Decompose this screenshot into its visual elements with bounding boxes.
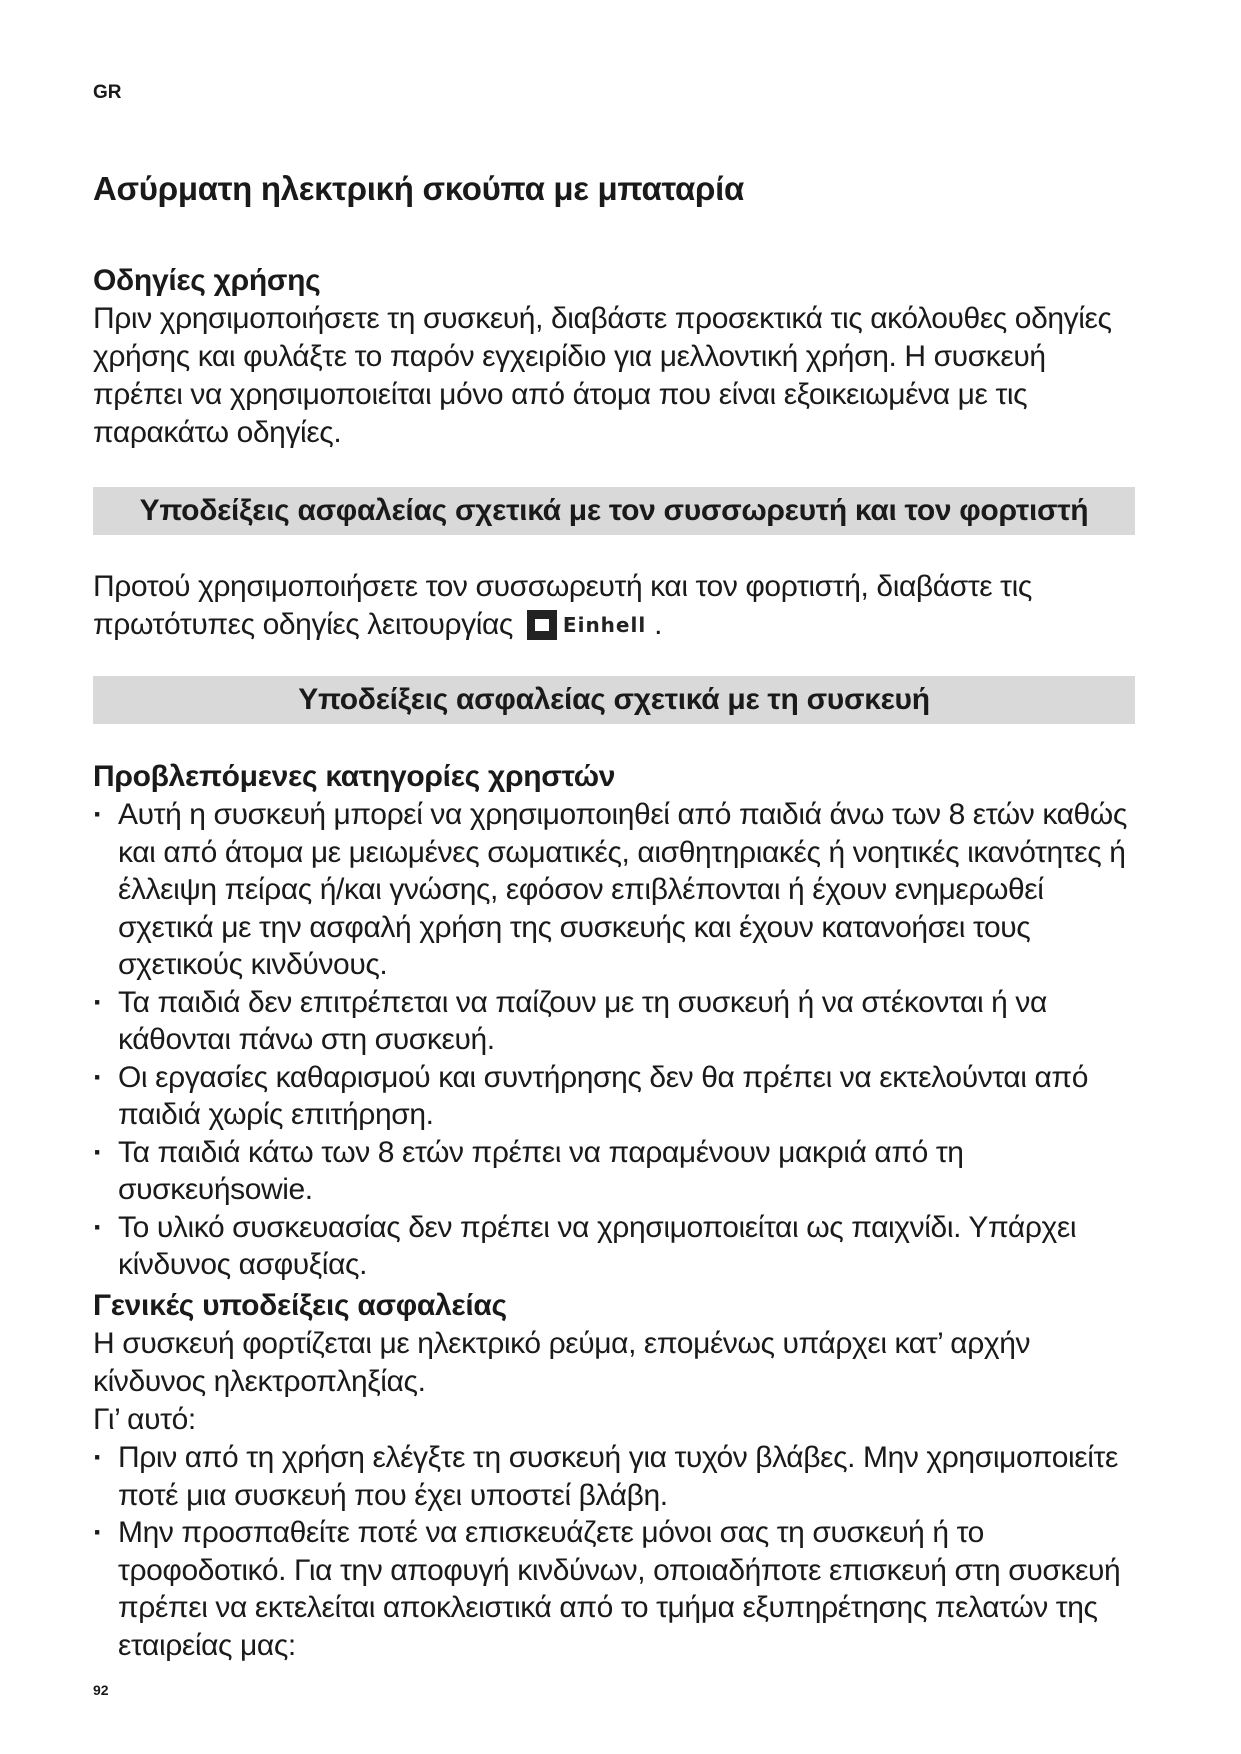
- battery-text: [93, 568, 1093, 644]
- general-section: [93, 1287, 1133, 1664]
- einhell-logo-text: Einhell: [562, 613, 647, 637]
- list-item: · Πριν από τη χρήση ελέγξτε τη συσκευή για τυχόν βλάβες. Μην χρησιμοποιείτε ποτέ μια συσκευή που έχει υποστεί βλάβη.: [93, 1439, 1133, 1514]
- language-code: GR: [93, 82, 122, 103]
- battery-text-period: .: [654, 608, 663, 641]
- list-item: · Μην προσπαθείτε ποτέ να επισκευάζετε μόνοι σας τη συσκευή ή το τροφοδοτικό. Για την αποφυγή κινδύνων, οποιαδήποτε επισκευή στη συσκευή πρέπει να εκτελείται αποκλειστικά από το τμήμα εξυπηρέτησης πελατών της εταιρείας μας:: [93, 1514, 1133, 1664]
- general-heading: Γενικές υποδείξεις ασφαλείας: [93, 1289, 507, 1322]
- page-title: Ασύρματη ηλεκτρική σκούπα με μπαταρία: [93, 170, 744, 207]
- battery-section: [93, 568, 1093, 644]
- device-safety-bar: Υποδείξεις ασφαλείας σχετικά με τη συσκευή: [93, 676, 1135, 724]
- users-list: [93, 796, 1133, 1284]
- battery-text-body: Προτού χρησιμοποιήσετε τον συσσωρευτή και τον φορτιστή, διαβάστε τις πρωτότυπες οδηγίες λειτουργίας: [93, 570, 1032, 641]
- list-item: · Το υλικό συσκευασίας δεν πρέπει να χρησιμοποιείται ως παιχνίδι. Υπάρχει κίνδυνος ασφυξίας.: [93, 1209, 1133, 1284]
- list-item: · Αυτή η συσκευή μπορεί να χρησιμοποιηθεί από παιδιά άνω των 8 ετών καθώς και από άτομα με μειωμένες σωματικές, αισθητηριακές ή νοητικές ικανότητες ή έλλειψη πείρας ή/και γνώσης, εφόσον επιβλέπονται ή έχουν ενημερωθεί σχετικά με την ασφαλή χρήση της συσκευής και έχουν κατανοήσει τους σχετικούς κινδύνους.: [93, 796, 1133, 984]
- list-item: · Τα παιδιά δεν επιτρέπεται να παίζουν με τη συσκευή ή να στέκονται ή να κάθονται πάνω στη συσκευή.: [93, 984, 1133, 1059]
- usage-heading: Οδηγίες χρήσης: [93, 264, 321, 297]
- list-item: · Οι εργασίες καθαρισμού και συντήρησης δεν θα πρέπει να εκτελούνται από παιδιά χωρίς επιτήρηση.: [93, 1059, 1133, 1134]
- general-lead: Γι’ αυτό:: [93, 1403, 196, 1436]
- list-item: · Τα παιδιά κάτω των 8 ετών πρέπει να παραμένουν μακριά από τη συσκευήsowie.: [93, 1134, 1133, 1209]
- einhell-mark-icon: [527, 610, 557, 640]
- general-text: Η συσκευή φορτίζεται με ηλεκτρικό ρεύμα, επομένως υπάρχει κατ’ αρχήν κίνδυνος ηλεκτροπληξίας.: [93, 1327, 1031, 1398]
- page-number: 92: [93, 1682, 109, 1698]
- users-heading: Προβλεπόμενες κατηγορίες χρηστών: [93, 760, 616, 793]
- usage-section: [93, 262, 1133, 452]
- battery-safety-bar: Υποδείξεις ασφαλείας σχετικά με τον συσσωρευτή και τον φορτιστή: [93, 487, 1135, 535]
- users-section: [93, 758, 1133, 1284]
- usage-text: Πριν χρησιμοποιήσετε τη συσκευή, διαβάστε προσεκτικά τις ακόλουθες οδηγίες χρήσης και φυλάξτε το παρόν εγχειρίδιο για μελλοντική χρήση. Η συσκευή πρέπει να χρησιμοποιείται μόνο από άτομα που είναι εξοικειωμένα με τις παρακάτω οδηγίες.: [93, 302, 1112, 449]
- general-list: [93, 1439, 1133, 1664]
- einhell-logo: [527, 606, 646, 644]
